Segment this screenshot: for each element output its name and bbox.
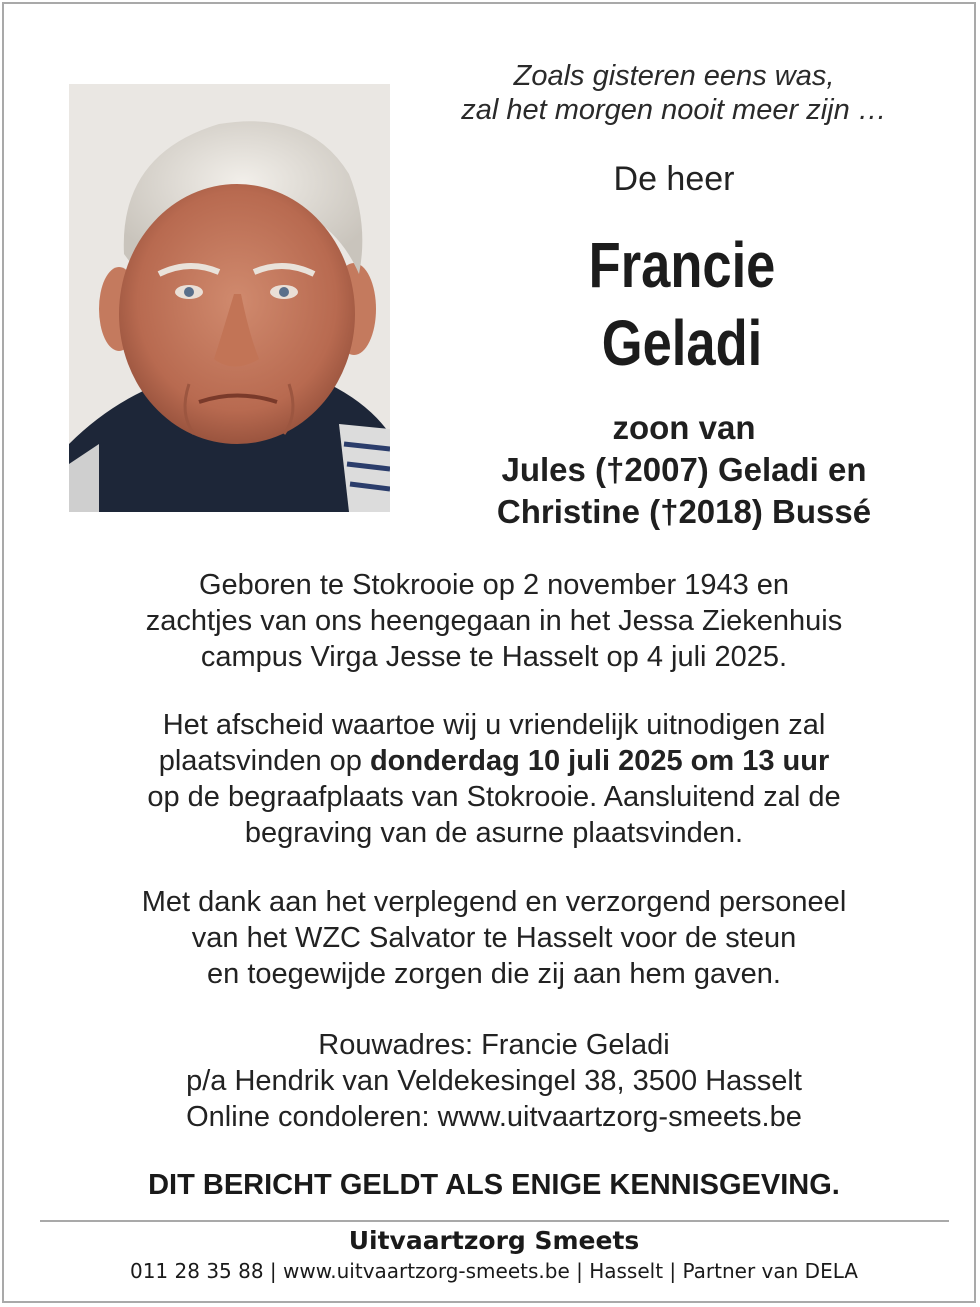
parents-line: zoon van xyxy=(612,409,756,446)
ceremony-datetime: donderdag 10 juli 2025 om 13 uur xyxy=(369,745,830,777)
paragraph-line: van het WZC Salvator te Hasselt voor de steun xyxy=(191,922,797,954)
farewell-paragraph xyxy=(64,707,924,851)
deceased-name xyxy=(518,226,846,382)
quote-line: zal het morgen nooit meer zijn … xyxy=(461,94,887,126)
paragraph-line-prefix: plaatsvinden op xyxy=(158,745,370,777)
thanks-paragraph xyxy=(64,884,924,992)
notice-statement: DIT BERICHT GELDT ALS ENIGE KENNISGEVING. xyxy=(148,1169,840,1201)
funeral-home-name: Uitvaartzorg Smeets xyxy=(348,1226,640,1255)
honorific: De heer xyxy=(613,160,735,198)
paragraph-line: campus Virga Jesse te Hasselt op 4 juli 2025. xyxy=(200,641,788,673)
paragraph-line: zachtjes van ons heengegaan in het Jessa Ziekenhuis xyxy=(145,605,843,637)
parents xyxy=(434,407,934,533)
birth-death-paragraph xyxy=(64,567,924,675)
condolence-line: Online condoleren: www.uitvaartzorg-smeets.be xyxy=(186,1101,802,1133)
first-name: Francie xyxy=(588,229,776,301)
mourning-address xyxy=(64,1027,924,1135)
address-line: Rouwadres: Francie Geladi xyxy=(318,1029,670,1061)
paragraph-line: Met dank aan het verplegend en verzorgend personeel xyxy=(141,886,847,918)
paragraph-line: en toegewijde zorgen die zij aan hem gaven. xyxy=(207,958,781,990)
last-name: Geladi xyxy=(601,307,763,379)
divider xyxy=(40,1220,949,1222)
portrait-photo xyxy=(69,84,390,512)
portrait-illustration xyxy=(69,84,390,512)
paragraph-line: begraving van de asurne plaatsvinden. xyxy=(244,817,744,849)
parents-line: Christine (†2018) Bussé xyxy=(496,493,872,530)
quote-line: Zoals gisteren eens was, xyxy=(513,60,835,92)
quote xyxy=(424,59,924,127)
address-line: p/a Hendrik van Veldekesingel 38, 3500 Hasselt xyxy=(186,1065,802,1097)
parents-line: Jules (†2007) Geladi en xyxy=(501,451,867,488)
paragraph-line: op de begraafplaats van Stokrooie. Aansluitend zal de xyxy=(147,781,841,813)
paragraph-line: Het afscheid waartoe wij u vriendelijk uitnodigen zal xyxy=(162,709,826,741)
paragraph-line: Geboren te Stokrooie op 2 november 1943 en xyxy=(198,569,790,601)
paragraph-line xyxy=(64,743,924,779)
obituary-card xyxy=(2,2,976,1303)
funeral-home-contact: 011 28 35 88 | www.uitvaartzorg-smeets.be | Hasselt | Partner van DELA xyxy=(129,1259,858,1283)
